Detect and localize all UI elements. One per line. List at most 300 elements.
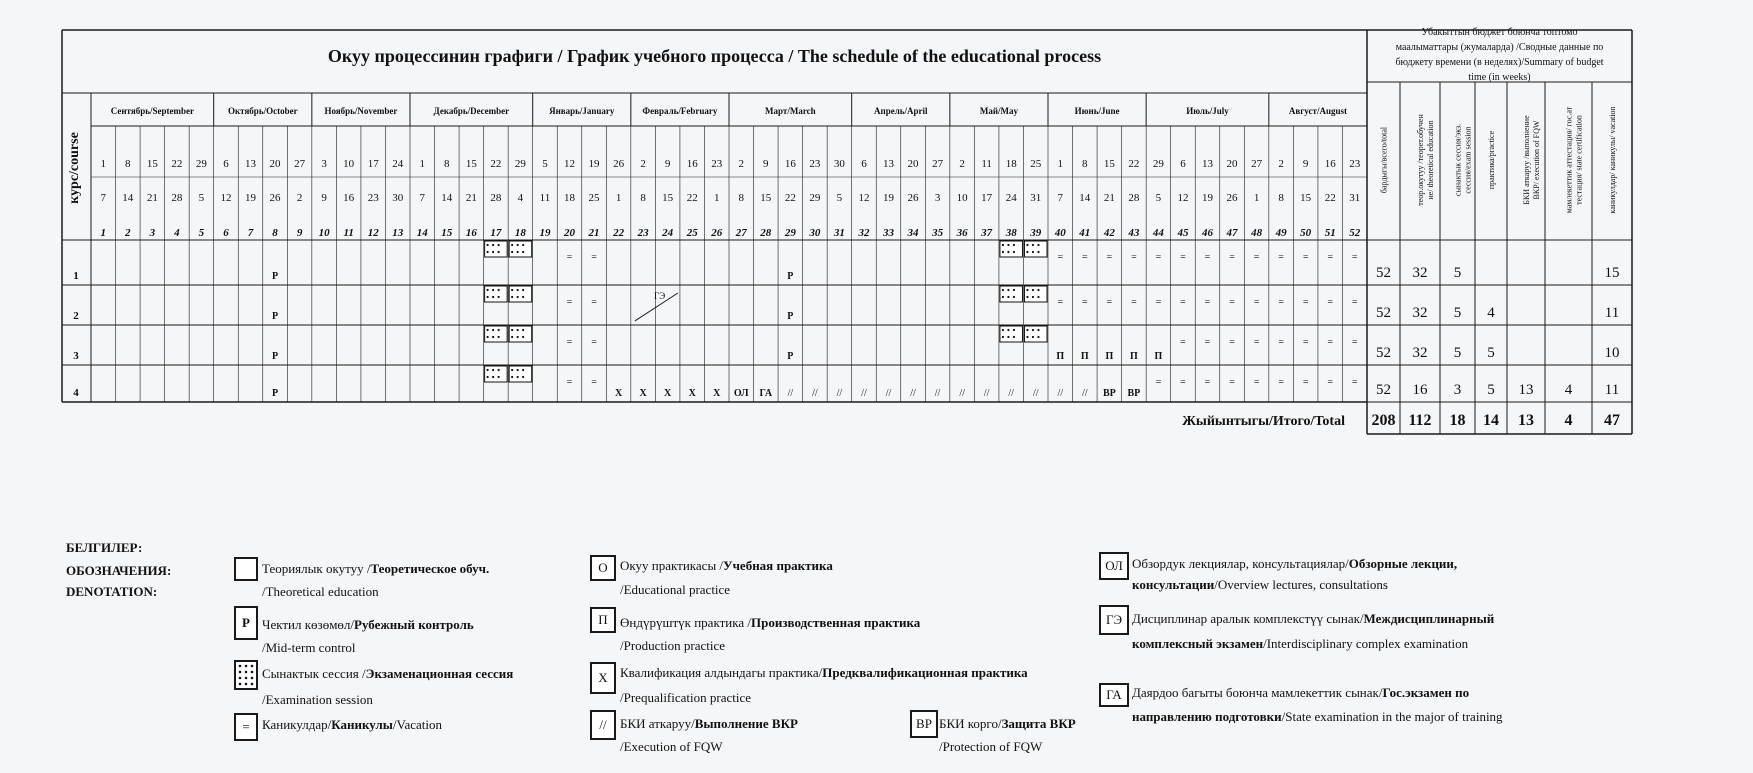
production-practice-symbol: П <box>590 607 616 633</box>
exam-dot <box>1007 329 1009 331</box>
legend-theory-en: /Theoretical education <box>262 584 379 599</box>
week-number: 33 <box>883 227 894 239</box>
schedule-mark: = <box>566 337 573 348</box>
week-start-day: 23 <box>809 158 821 170</box>
schedule-mark: П <box>1056 351 1065 362</box>
summary-value: 3 <box>1453 382 1462 398</box>
exam-dot <box>517 376 519 378</box>
week-end-day: 31 <box>1349 192 1361 204</box>
week-end-day: 25 <box>588 192 600 204</box>
week-start-day: 27 <box>294 158 306 170</box>
exam-dot <box>1037 336 1039 338</box>
schedule-mark: = <box>1057 252 1064 263</box>
total-value: 112 <box>1408 412 1432 429</box>
exam-dot <box>1026 296 1028 298</box>
schedule-mark: = <box>1302 297 1309 308</box>
summary-value: 5 <box>1453 305 1462 321</box>
exam-dot <box>498 296 500 298</box>
schedule-mark: = <box>1229 252 1235 263</box>
exam-dot <box>1032 244 1034 246</box>
exam-dot <box>1002 289 1004 291</box>
week-number: 52 <box>1349 227 1361 239</box>
week-number: 30 <box>809 227 821 239</box>
exam-dot <box>1013 296 1015 298</box>
exam-session-cell <box>509 366 532 382</box>
week-start-day: 18 <box>1005 158 1017 170</box>
schedule-mark: П <box>1080 351 1089 362</box>
week-number: 47 <box>1226 227 1238 239</box>
exam-dot <box>492 376 494 378</box>
week-number: 40 <box>1054 227 1066 239</box>
schedule-mark: = <box>1229 297 1235 308</box>
schedule-mark: ОЛ <box>733 388 749 399</box>
month-label: Июнь/June <box>1074 106 1120 116</box>
week-start-day: 8 <box>125 158 131 170</box>
schedule-mark: Р <box>271 311 279 322</box>
course-number: 1 <box>73 270 79 282</box>
schedule-mark: = <box>1180 297 1186 308</box>
exam-dot <box>1013 244 1015 246</box>
summary-column-header: мамлекеттик аттестация/ гос.ат <box>1564 106 1574 214</box>
exam-dot <box>1007 244 1009 246</box>
week-number: 14 <box>416 227 428 239</box>
state-exam-symbol: ГА <box>1099 683 1129 707</box>
exam-session-cell <box>509 241 532 257</box>
week-number: 23 <box>637 227 649 239</box>
week-start-day: 30 <box>833 158 845 170</box>
week-start-day: 20 <box>269 158 281 170</box>
legend-midterm-en: /Mid-term control <box>262 640 356 655</box>
exam-dot <box>517 289 519 291</box>
week-start-day: 3 <box>321 158 327 170</box>
week-start-day: 1 <box>1057 158 1064 170</box>
exam-session-cell <box>1024 241 1047 257</box>
schedule-mark: ГА <box>759 388 773 399</box>
exam-session-cell <box>1000 326 1023 342</box>
exam-dot <box>498 369 500 371</box>
total-value: 13 <box>1518 412 1534 429</box>
midterm-symbol: Р <box>234 606 258 640</box>
week-number: 2 <box>125 227 131 239</box>
week-start-day: 8 <box>444 158 450 170</box>
exam-dot <box>522 251 524 253</box>
week-start-day: 27 <box>1251 158 1263 170</box>
schedule-mark: = <box>1253 337 1260 348</box>
exam-dot <box>1026 329 1028 331</box>
exam-dot <box>1032 329 1034 331</box>
week-number: 18 <box>514 227 526 239</box>
legend-exam-en: /Examination session <box>262 692 373 707</box>
schedule-mark: = <box>1253 297 1260 308</box>
week-start-day: 16 <box>1324 158 1336 170</box>
schedule-mark: Х <box>664 388 672 399</box>
exam-dot <box>1007 289 1009 291</box>
prequalification-practice-symbol: Х <box>590 662 616 694</box>
week-end-day: 7 <box>419 192 426 204</box>
exam-dot <box>492 336 494 338</box>
course-number: 2 <box>73 310 79 322</box>
exam-dot <box>517 336 519 338</box>
exam-dot <box>498 329 500 331</box>
week-start-day: 5 <box>542 158 548 170</box>
week-number: 50 <box>1300 227 1312 239</box>
week-start-day: 15 <box>1103 158 1115 170</box>
schedule-mark: = <box>566 297 573 308</box>
schedule-mark: = <box>1229 377 1235 388</box>
complex-exam-mark: ГЭ <box>654 291 666 301</box>
week-end-day: 15 <box>1300 192 1312 204</box>
schedule-mark: Р <box>787 351 794 362</box>
legend-theory: Теориялык окутуу /Теоретическое обуч. <box>262 561 490 576</box>
schedule-mark: = <box>1081 252 1088 263</box>
exam-session-cell <box>1024 286 1047 302</box>
summary-column-header: каникулдар/ каникулы/ vacation <box>1608 106 1617 214</box>
week-end-day: 7 <box>100 192 107 204</box>
total-value: 14 <box>1483 412 1499 429</box>
schedule-mark: П <box>1154 351 1163 362</box>
week-number: 29 <box>784 227 796 239</box>
week-start-day: 9 <box>1302 158 1309 170</box>
summary-value: 5 <box>1487 382 1495 398</box>
week-number: 9 <box>296 227 303 239</box>
schedule-mark: = <box>1351 252 1358 263</box>
exam-dot <box>1032 289 1034 291</box>
summary-column-header: ие/ theoretical education <box>1426 120 1435 200</box>
week-start-day: 22 <box>1128 158 1140 170</box>
week-start-day: 25 <box>1030 158 1042 170</box>
summary-column-header: теор.окутуу /теорет.обучен <box>1416 114 1425 206</box>
exam-dot <box>1007 251 1009 253</box>
week-end-day: 28 <box>1128 192 1140 204</box>
week-start-day: 19 <box>588 158 600 170</box>
week-number: 22 <box>613 227 625 239</box>
summary-value: 15 <box>1604 265 1620 281</box>
vacation-symbol: = <box>234 713 258 741</box>
schedule-mark: // <box>910 388 916 399</box>
week-number: 15 <box>441 227 453 239</box>
exam-dot <box>1037 329 1039 331</box>
legend-preq: Квалификация алдындагы практика/Предквалификационная практика <box>620 665 1028 680</box>
week-end-day: 14 <box>1079 192 1091 204</box>
week-number: 46 <box>1202 227 1213 239</box>
exam-dot <box>1032 336 1034 338</box>
week-end-day: 26 <box>907 192 919 204</box>
schedule-mark: = <box>1278 377 1284 388</box>
week-start-day: 17 <box>367 158 379 170</box>
summary-value: 11 <box>1604 305 1620 321</box>
schedule-mark: П <box>1129 351 1138 362</box>
week-start-day: 9 <box>664 158 671 170</box>
week-end-day: 30 <box>392 192 404 204</box>
schedule-mark: = <box>1278 252 1284 263</box>
week-number: 1 <box>100 227 107 239</box>
schedule-mark: = <box>1327 337 1334 348</box>
week-end-day: 21 <box>146 192 158 204</box>
week-end-day: 29 <box>809 192 821 204</box>
week-start-day: 27 <box>932 158 944 170</box>
week-start-day: 20 <box>907 158 919 170</box>
schedule-mark: // <box>1008 388 1014 399</box>
week-start-day: 1 <box>100 158 107 170</box>
summary-value: 52 <box>1376 265 1391 281</box>
week-start-day: 11 <box>981 158 992 170</box>
summary-value: 10 <box>1604 345 1620 361</box>
week-end-day: 23 <box>367 192 379 204</box>
schedule-mark: Р <box>787 311 794 322</box>
week-number: 6 <box>223 227 229 239</box>
legend-edu: Окуу практикасы /Учебная практика <box>620 558 833 573</box>
schedule-mark: // <box>1032 388 1039 399</box>
legend-midterm: Чектил көзөмөл/Рубежный контроль <box>262 617 474 632</box>
exam-dot <box>1026 289 1028 291</box>
week-end-day: 1 <box>713 192 720 204</box>
schedule-mark: // <box>787 388 794 399</box>
exam-dot <box>487 296 489 298</box>
exam-session-cell <box>485 241 508 257</box>
summary-value: 16 <box>1412 382 1428 398</box>
summary-value: 5 <box>1453 345 1462 361</box>
summary-value: 32 <box>1412 265 1428 281</box>
exam-dot <box>522 336 524 338</box>
week-end-day: 8 <box>738 192 745 204</box>
week-end-day: 4 <box>517 192 524 204</box>
summary-header-text: бюджету времени (в неделях)/Summary of budget <box>1395 57 1604 68</box>
week-end-day: 16 <box>343 192 355 204</box>
week-number: 36 <box>956 227 968 239</box>
week-end-day: 26 <box>1226 192 1238 204</box>
schedule-mark: = <box>1302 337 1309 348</box>
exam-dot <box>1032 296 1034 298</box>
exam-dot <box>1002 244 1004 246</box>
exam-dot <box>492 251 494 253</box>
schedule-mark: = <box>1302 252 1309 263</box>
schedule-mark: = <box>1327 377 1334 388</box>
schedule-mark: = <box>1155 252 1162 263</box>
exam-dot <box>522 376 524 378</box>
week-start-day: 26 <box>613 158 625 170</box>
week-end-day: 11 <box>539 192 551 204</box>
week-end-day: 22 <box>784 192 796 204</box>
week-start-day: 29 <box>195 158 207 170</box>
schedule-mark: // <box>959 388 965 399</box>
month-label: Май/May <box>979 106 1019 116</box>
schedule-mark: = <box>1180 377 1186 388</box>
legend-prod-en: /Production practice <box>620 638 726 653</box>
exam-dot <box>492 244 494 246</box>
week-end-day: 31 <box>1030 192 1042 204</box>
week-number: 8 <box>272 227 278 239</box>
schedule-mark: Р <box>271 271 279 282</box>
week-end-day: 19 <box>883 192 894 204</box>
week-end-day: 9 <box>321 192 327 204</box>
week-number: 16 <box>465 227 477 239</box>
week-end-day: 3 <box>934 192 941 204</box>
summary-column-header: ВКР/ execution of FQW <box>1532 120 1541 200</box>
week-start-day: 23 <box>1349 158 1361 170</box>
exam-dot <box>517 329 519 331</box>
schedule-mark: // <box>1082 388 1088 399</box>
schedule-mark: = <box>1204 337 1211 348</box>
schedule-mark: Р <box>787 271 794 282</box>
week-start-day: 6 <box>1180 158 1186 170</box>
week-number: 3 <box>149 227 156 239</box>
exam-dot <box>498 289 500 291</box>
fqw-execution-symbol: // <box>590 710 616 740</box>
month-label: Февраль/February <box>642 106 718 116</box>
summary-column-header: сынактык сессия/экз. <box>1453 123 1463 197</box>
week-number: 38 <box>1005 227 1017 239</box>
schedule-mark: = <box>1155 297 1162 308</box>
schedule-mark: = <box>1351 297 1358 308</box>
week-number: 26 <box>711 227 723 239</box>
schedule-mark: = <box>591 297 597 308</box>
exam-dot <box>492 329 494 331</box>
week-number: 24 <box>662 227 674 239</box>
week-number: 10 <box>318 227 330 239</box>
week-number: 20 <box>564 227 575 239</box>
schedule-mark: = <box>1180 337 1186 348</box>
week-start-day: 20 <box>1226 158 1238 170</box>
summary-value: 13 <box>1518 382 1534 398</box>
week-start-day: 6 <box>861 158 867 170</box>
week-number: 48 <box>1251 227 1263 239</box>
exam-dot <box>1002 296 1004 298</box>
schedule-mark: ВР <box>1127 388 1141 399</box>
exam-session-cell <box>485 286 508 302</box>
schedule-mark: = <box>1351 377 1358 388</box>
schedule-mark: = <box>1351 337 1358 348</box>
exam-dot <box>1026 244 1028 246</box>
legend-vacation: Каникулдар/Каникулы/Vacation <box>262 717 442 732</box>
exam-dot <box>511 376 513 378</box>
week-start-day: 2 <box>738 158 745 170</box>
week-end-day: 28 <box>490 192 502 204</box>
course-number: 4 <box>73 387 79 399</box>
exam-dot <box>517 296 519 298</box>
exam-dot <box>522 329 524 331</box>
summary-value: 52 <box>1376 305 1391 321</box>
legend-edu-en: /Educational practice <box>620 582 731 597</box>
legend-preq-en: /Prequalification practice <box>620 690 752 705</box>
exam-dot <box>511 336 513 338</box>
exam-dot <box>487 289 489 291</box>
schedule-mark: = <box>566 252 573 263</box>
schedule-mark: = <box>1278 297 1284 308</box>
legend-ga: Даярдоо багыты боюнча мамлекеттик сынак/Гос.экзамен по <box>1132 685 1470 700</box>
exam-dot <box>498 251 500 253</box>
schedule-mark: = <box>1204 377 1211 388</box>
month-label: Январь/January <box>549 106 615 116</box>
week-start-day: 2 <box>959 158 965 170</box>
week-end-day: 5 <box>836 192 843 204</box>
schedule-mark: = <box>1204 297 1211 308</box>
total-value: 208 <box>1371 412 1396 429</box>
week-end-day: 15 <box>662 192 674 204</box>
schedule-mark: = <box>591 252 597 263</box>
legend-prot: БКИ корго/Защита ВКР <box>939 716 1076 731</box>
exam-dot <box>1037 289 1039 291</box>
exam-session-cell <box>1000 241 1023 257</box>
month-label: Декабрь/December <box>433 106 510 116</box>
exam-dot <box>1013 251 1015 253</box>
week-start-day: 10 <box>343 158 355 170</box>
week-number: 21 <box>588 227 600 239</box>
schedule-mark: // <box>934 388 941 399</box>
exam-dot <box>1007 336 1009 338</box>
week-end-day: 24 <box>1005 192 1017 204</box>
legend-title-en: DENOTATION: <box>66 584 158 599</box>
month-label: Ноябрь/November <box>324 106 398 116</box>
exam-dot <box>522 369 524 371</box>
exam-dot <box>1032 251 1034 253</box>
page-title: Окуу процессинин графиги / График учебного процесса / The schedule of the educational process <box>327 46 1102 66</box>
week-number: 42 <box>1103 227 1115 239</box>
week-end-day: 7 <box>1057 192 1064 204</box>
week-end-day: 10 <box>956 192 968 204</box>
week-number: 5 <box>198 227 205 239</box>
schedule-mark: = <box>1204 252 1211 263</box>
exam-dot <box>498 336 500 338</box>
exam-dot <box>511 296 513 298</box>
week-number: 11 <box>343 227 354 239</box>
summary-value: 52 <box>1376 345 1391 361</box>
summary-header-text: маалыматтары (жумаларда) /Сводные данные по <box>1395 42 1604 53</box>
week-number: 34 <box>907 227 919 239</box>
schedule-mark: // <box>836 388 843 399</box>
exam-dot <box>522 244 524 246</box>
week-number: 27 <box>735 227 747 239</box>
legend-prod: Өндүрүштүк практика /Производственная практика <box>620 615 921 630</box>
week-number: 28 <box>760 227 772 239</box>
exam-dot <box>1037 251 1039 253</box>
week-number: 35 <box>932 227 944 239</box>
week-number: 44 <box>1152 227 1164 239</box>
week-number: 13 <box>392 227 404 239</box>
week-number: 31 <box>833 227 845 239</box>
exam-session-cell <box>509 326 532 342</box>
summary-value: 4 <box>1564 382 1573 398</box>
schedule-mark: Х <box>713 388 721 399</box>
exam-dot <box>1002 329 1004 331</box>
summary-column-header: практика/practice <box>1487 130 1496 190</box>
exam-dot <box>1026 336 1028 338</box>
legend-ol-en: консультации/Overview lectures, consultations <box>1132 577 1388 592</box>
week-start-day: 13 <box>1202 158 1213 170</box>
week-end-day: 22 <box>1324 192 1336 204</box>
schedule-mark: П <box>1105 351 1114 362</box>
summary-value: 11 <box>1604 382 1620 398</box>
week-start-day: 6 <box>223 158 229 170</box>
week-number: 17 <box>490 227 502 239</box>
week-end-day: 14 <box>122 192 134 204</box>
schedule-mark: = <box>1106 297 1113 308</box>
exam-dot <box>492 369 494 371</box>
week-start-day: 15 <box>146 158 158 170</box>
legend-ga-en: направлению подготовки/State examination in the major of training <box>1132 709 1503 724</box>
legend-title-ky: БЕЛГИЛЕР: <box>66 540 143 555</box>
schedule-mark: = <box>1106 252 1113 263</box>
exam-session-symbol <box>234 660 258 690</box>
exam-session-cell <box>485 366 508 382</box>
week-end-day: 12 <box>858 192 870 204</box>
month-label: Апрель/April <box>874 106 928 116</box>
legend-fqw: БКИ аткаруу/Выполнение ВКР <box>620 716 798 731</box>
schedule-mark: = <box>1229 337 1235 348</box>
week-number: 7 <box>247 227 254 239</box>
summary-value: 4 <box>1487 305 1495 321</box>
educational-practice-symbol: О <box>590 555 616 581</box>
week-start-day: 15 <box>465 158 477 170</box>
